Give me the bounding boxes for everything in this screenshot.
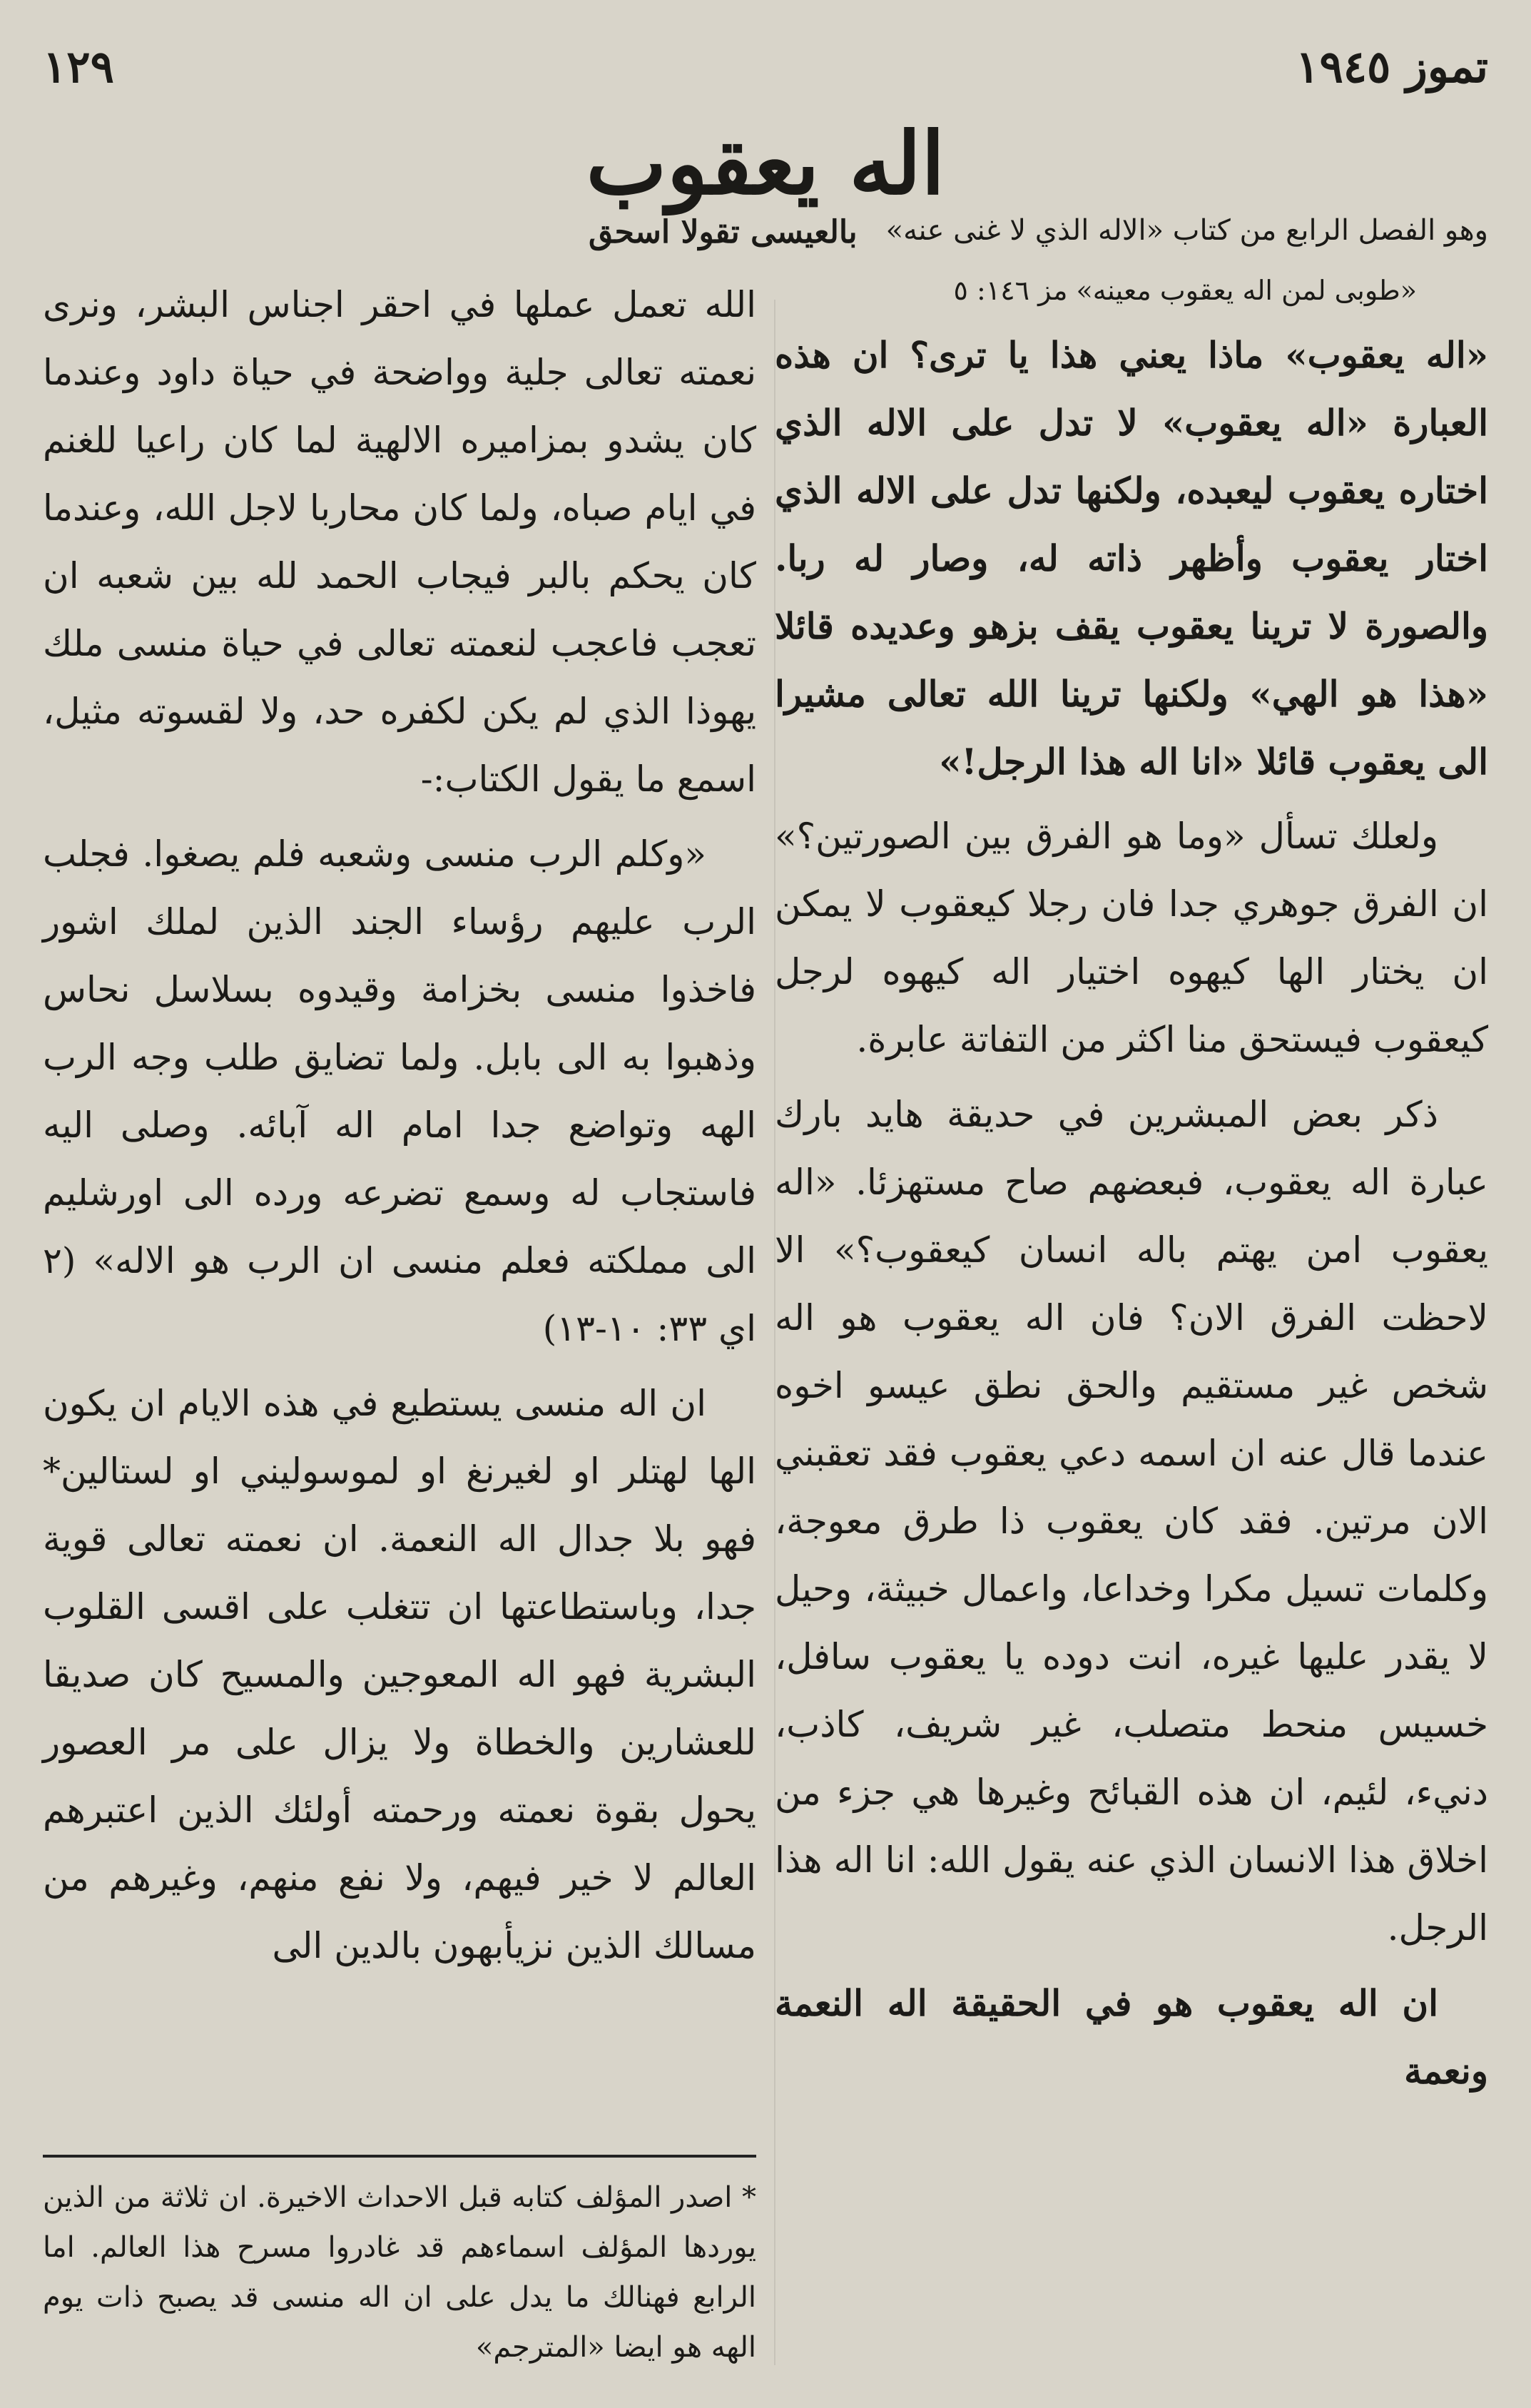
paragraph: ان اله يعقوب هو في الحقيقة اله النعمة ونعمة: [775, 1982, 1488, 2092]
right-column: [775, 321, 1488, 2112]
paragraph: «اله يعقوب» ماذا يعني هذا يا ترى؟ ان هذه العبارة «اله يعقوب» لا تدل على الاله الذي اختاره يعقوب ليعبده، ولكنها تدل على الاله الذي اختار يعقوب وأظهر ذاته له، وصار له ربا. والصورة لا ترينا يعقوب يقف بزهو وعديده قائلا «هذا هو الهي» ولكنها ترينا الله تعالى مشيرا الى يعقوب قائلا «انا اله هذا الرجل!»: [775, 334, 1488, 783]
paragraph: ان اله منسى يستطيع في هذه الايام ان يكون الها لهتلر او لغيرنغ او لموسوليني او لستالين* فهو بلا جدال اله النعمة. ان نعمته تعالى قوية جدا، وباستطاعتها ان تتغلب على اقسى القلوب البشرية فهو اله المعوجين والمسيح كان صديقا للعشارين والخطاة ولا يزال على مر العصور يحول بقوة نعمته ورحمته أولئك الذين اعتبرهم العالم لا خير فيهم، ولا نفع منهم، وغيرهم من مسالك الذين نزيأبهون بالدين الى: [43, 1383, 756, 1966]
author-name: بالعيسى تقولا اسحق: [588, 214, 858, 250]
paragraph: ولعلك تسأل «وما هو الفرق بين الصورتين؟» ان الفرق جوهري جدا فان رجلا كيعقوب لا يمكن ان يختار الها كيهوه اختيار اله كيهوه لرجل كيعقوب فيستحق منا اكثر من التفاتة عابرة.: [775, 816, 1488, 1060]
article-byline: [43, 214, 1488, 271]
article-title: اله يعقوب: [586, 113, 945, 214]
paragraph: الله تعمل عملها في احقر اجناس البشر، ونرى نعمته تعالى جلية وواضحة في حياة داود وعندما كان يشدو بمزاميره الالهية لما كان راعيا للغنم في ايام صباه، ولما كان محاربا لاجل الله، وعندما كان يحكم بالبر فيجاب الحمد لله بين شعبه ان تعجب فاعجب لنعمته تعالى في حياة منسى ملك يهوذا الذي لم يكن لكفره حد، ولا لقسوته مثيل، اسمع ما يقول الكتاب:-: [43, 284, 756, 800]
issue-date: تموز ١٩٤٥: [1296, 40, 1488, 93]
epigraph-quote: «طوبى لمن اله يعقوب معينه» مز ١٤٦: ٥: [953, 275, 1417, 306]
paragraph: ذكر بعض المبشرين في حديقة هايد بارك عبارة اله يعقوب، فبعضهم صاح مستهزئا. «اله يعقوب امن يهتم باله انسان كيعقوب؟» الا لاحظت الفرق الان؟ فان اله يعقوب هو اله شخص غير مستقيم والحق نطق عيسو اخوه عندما قال عنه ان اسمه دعي يعقوب فقد تعقبني الان مرتين. فقد كان يعقوب ذا طرق معوجة، وكلمات تسيل مكرا وخداعا، واعمال خبيثة، وحيل لا يقدر عليها غيره، انت دوده يا يعقوب سافل، خسيس منحط متصلب، غير شريف، كاذب، دنيء، لئيم، ان هذه القبائح وغيرها هي جزء من اخلاق هذا الانسان الذي عنه يقول الله: انا اله هذا الرجل.: [775, 1094, 1488, 1949]
running-head: [43, 34, 1488, 98]
paragraph: «وكلم الرب منسى وشعبه فلم يصغوا. فجلب الرب عليهم رؤساء الجند الذين لملك اشور فاخذوا منسى بخزامة وقيدوه بسلاسل نحاس وذهبوا به الى بابل. ولما تضايق طلب وجه الرب الهه وتواضع جدا امام اله آبائه. وصلى اليه فاستجاب له وسمع تضرعه ورده الى اورشليم الى مملكته فعلم منسى ان الرب هو الاله» (٢ اي ٣٣: ١٠-١٣): [43, 833, 756, 1349]
footnote: * اصدر المؤلف كتابه قبل الاحداث الاخيرة. ان ثلاثة من الذين يوردها المؤلف اسماءهم قد غادروا مسرح هذا العالم. اما الرابع فهنالك ما يدل على ان اله منسى قد يصبح ذات يوم الهه هو ايضا «المترجم»: [43, 2181, 756, 2364]
left-column: [43, 271, 756, 1987]
page-number: ١٢٩: [43, 40, 114, 93]
source-note: وهو الفصل الرابع من كتاب «الاله الذي لا غنى عنه»: [885, 214, 1488, 247]
footnote-rule: [43, 2155, 756, 2158]
